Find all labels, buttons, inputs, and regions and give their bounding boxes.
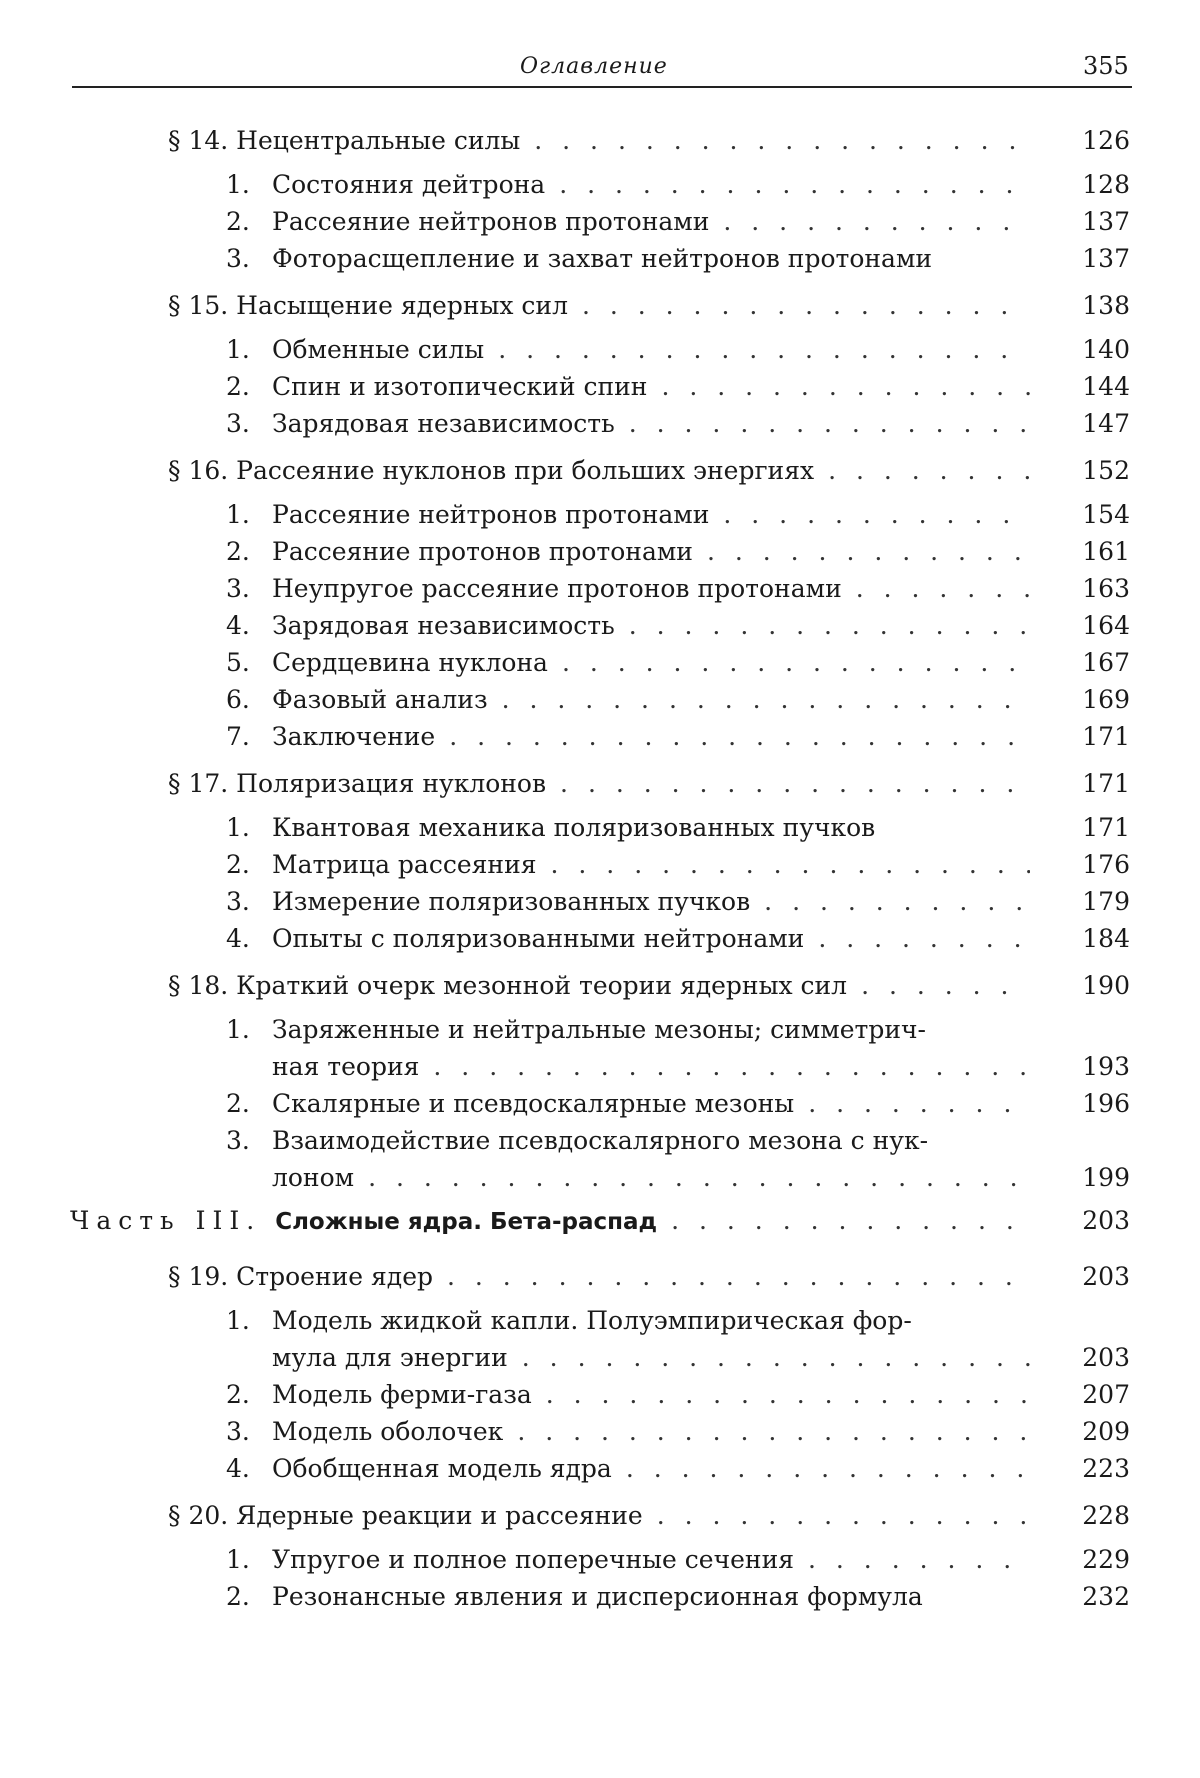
leader-dots [758, 887, 1030, 916]
item-page: 229 [1082, 1545, 1130, 1574]
item-number: 2. [226, 850, 250, 879]
table-of-contents [0, 116, 1200, 1619]
toc-item [0, 1126, 1200, 1200]
leader-dots [717, 500, 1030, 529]
section-title: § 19. Строение ядер [168, 1262, 441, 1291]
item-number: 2. [226, 1089, 250, 1118]
leader-dots [822, 456, 1030, 485]
item-number: 2. [226, 1582, 250, 1611]
item-title: Неупругое рассеяние протонов протонами [272, 574, 842, 603]
item-number: 2. [226, 537, 250, 566]
leader-dots [443, 722, 1030, 751]
section-title: § 17. Поляризация нуклонов [168, 769, 554, 798]
leader-dots [540, 1380, 1030, 1409]
toc-part-3 [0, 1206, 1200, 1252]
section-page: 190 [1082, 971, 1130, 1000]
section-title: § 14. Нецентральные силы [168, 126, 528, 155]
item-title: Состояния дейтрона [272, 170, 546, 199]
toc-item [0, 648, 1200, 685]
item-number: 4. [226, 924, 250, 953]
item-title-line1: Заряженные и нейтральные мезоны; симметрич- [272, 1015, 926, 1044]
toc-section-15 [0, 291, 1200, 335]
item-page: 154 [1082, 500, 1130, 529]
item-page: 179 [1082, 887, 1130, 916]
header-rule [72, 86, 1132, 88]
item-title: Скалярные и псевдоскалярные мезоны [272, 1089, 795, 1118]
toc-item [0, 924, 1200, 961]
item-number: 2. [226, 372, 250, 401]
item-number: 1. [226, 1545, 250, 1574]
section-page: 152 [1082, 456, 1130, 485]
item-title: Фазовый анализ [272, 685, 488, 714]
toc-item [0, 1089, 1200, 1126]
item-title: Квантовая механика поляризованных пучков [272, 813, 876, 842]
toc-item [0, 813, 1200, 850]
item-page: 137 [1082, 244, 1130, 273]
item-title: Упругое и полное поперечные сечения [272, 1545, 795, 1574]
leader-dots [812, 924, 1030, 953]
item-page: 161 [1082, 537, 1130, 566]
item-title: Сердцевина нуклона [272, 648, 548, 677]
leader-dots [623, 409, 1030, 438]
toc-item [0, 611, 1200, 648]
toc-item [0, 1582, 1200, 1619]
item-title: Спин и изотопический спин [272, 372, 648, 401]
item-number: 1. [226, 500, 250, 529]
item-page: 164 [1082, 611, 1130, 640]
item-title: Заключение [272, 722, 436, 751]
item-title: Опыты с поляризованными нейтронами [272, 924, 805, 953]
item-number: 3. [226, 409, 250, 438]
toc-item [0, 500, 1200, 537]
section-page: 171 [1082, 769, 1130, 798]
toc-item [0, 207, 1200, 244]
item-title: Зарядовая независимость [272, 409, 615, 438]
section-page: 138 [1082, 291, 1130, 320]
item-title: Матрица рассеяния [272, 850, 537, 879]
item-number: 1. [226, 1015, 250, 1044]
item-title: Зарядовая независимость [272, 611, 615, 640]
item-page: 137 [1082, 207, 1130, 236]
item-page: 223 [1082, 1454, 1130, 1483]
item-title: Обменные силы [272, 335, 485, 364]
part-page: 203 [1082, 1206, 1130, 1235]
item-page: 209 [1082, 1417, 1130, 1446]
section-title: § 15. Насыщение ядерных сил [168, 291, 576, 320]
section-page: 126 [1082, 126, 1130, 155]
toc-section-19 [0, 1262, 1200, 1306]
leader-dots [701, 537, 1030, 566]
toc-item [0, 887, 1200, 924]
item-title: Рассеяние нейтронов протонами [272, 207, 710, 236]
section-title: § 18. Краткий очерк мезонной теории ядерных сил [168, 971, 855, 1000]
item-number: 1. [226, 170, 250, 199]
section-title: § 20. Ядерные реакции и рассеяние [168, 1501, 651, 1530]
item-page: 207 [1082, 1380, 1130, 1409]
item-number: 1. [226, 1306, 250, 1335]
toc-item [0, 537, 1200, 574]
toc-item [0, 574, 1200, 611]
toc-item [0, 1454, 1200, 1491]
toc-item [0, 1306, 1200, 1380]
leader-dots [516, 1343, 1030, 1372]
item-number: 4. [226, 611, 250, 640]
item-title: Обобщенная модель ядра [272, 1454, 612, 1483]
item-page: 167 [1082, 648, 1130, 677]
item-number: 2. [226, 207, 250, 236]
item-page: 128 [1082, 170, 1130, 199]
leader-dots [492, 335, 1030, 364]
part-label: Часть III. [70, 1206, 262, 1235]
leader-dots [553, 170, 1030, 199]
item-title: Резонансные явления и дисперсионная формула [272, 1582, 923, 1611]
item-page: 203 [1082, 1343, 1130, 1372]
toc-item [0, 335, 1200, 372]
toc-item [0, 722, 1200, 759]
item-title: Рассеяние протонов протонами [272, 537, 693, 566]
leader-dots [802, 1545, 1030, 1574]
toc-item [0, 409, 1200, 446]
toc-section-17 [0, 769, 1200, 813]
item-title-line2: ная теория [272, 1052, 427, 1081]
leader-dots [655, 372, 1030, 401]
leader-dots [651, 1501, 1030, 1530]
leader-dots [623, 611, 1030, 640]
leader-dots [855, 971, 1030, 1000]
toc-section-16 [0, 456, 1200, 500]
leader-dots [362, 1163, 1030, 1192]
item-number: 1. [226, 813, 250, 842]
leader-dots [556, 648, 1030, 677]
item-title: Модель ферми-газа [272, 1380, 532, 1409]
leader-dots [576, 291, 1030, 320]
toc-item [0, 1545, 1200, 1582]
leader-dots [511, 1417, 1030, 1446]
part-title: Сложные ядра. Бета-распад [275, 1209, 658, 1235]
leader-dots [554, 769, 1030, 798]
section-page: 228 [1082, 1501, 1130, 1530]
item-number: 3. [226, 1417, 250, 1446]
item-number: 6. [226, 685, 250, 714]
item-page: 169 [1082, 685, 1130, 714]
toc-section-18 [0, 971, 1200, 1015]
leader-dots [427, 1052, 1030, 1081]
item-page: 193 [1082, 1052, 1130, 1081]
leader-dots [528, 126, 1030, 155]
item-title-line1: Модель жидкой капли. Полуэмпирическая фор- [272, 1306, 912, 1335]
leader-dots [665, 1206, 1030, 1235]
item-number: 3. [226, 1126, 250, 1155]
item-page: 140 [1082, 335, 1130, 364]
item-title-line2: лоном [272, 1163, 362, 1192]
item-page: 232 [1082, 1582, 1130, 1611]
leader-dots [802, 1089, 1030, 1118]
item-title: Фоторасщепление и захват нейтронов протонами [272, 244, 933, 273]
item-number: 1. [226, 335, 250, 364]
leader-dots [850, 574, 1030, 603]
toc-item [0, 1015, 1200, 1089]
toc-item [0, 685, 1200, 722]
toc-item [0, 244, 1200, 281]
leader-dots [620, 1454, 1030, 1483]
leader-dots [717, 207, 1030, 236]
toc-item [0, 170, 1200, 207]
toc-item [0, 1417, 1200, 1454]
leader-dots [441, 1262, 1030, 1291]
leader-dots [545, 850, 1030, 879]
item-page: 147 [1082, 409, 1130, 438]
item-page: 184 [1082, 924, 1130, 953]
item-number: 4. [226, 1454, 250, 1483]
item-number: 3. [226, 887, 250, 916]
item-number: 5. [226, 648, 250, 677]
item-page: 196 [1082, 1089, 1130, 1118]
toc-item [0, 850, 1200, 887]
item-page: 199 [1082, 1163, 1130, 1192]
item-page: 163 [1082, 574, 1130, 603]
item-title: Измерение поляризованных пучков [272, 887, 751, 916]
item-number: 7. [226, 722, 250, 751]
leader-dots [496, 685, 1030, 714]
item-title: Модель оболочек [272, 1417, 504, 1446]
item-number: 3. [226, 244, 250, 273]
item-page: 171 [1082, 722, 1130, 751]
item-number: 2. [226, 1380, 250, 1409]
section-title: § 16. Рассеяние нуклонов при больших энергиях [168, 456, 822, 485]
toc-section-20 [0, 1501, 1200, 1545]
toc-item [0, 1380, 1200, 1417]
item-title-line1: Взаимодействие псевдоскалярного мезона с нук- [272, 1126, 929, 1155]
page-number: 355 [1083, 52, 1129, 80]
item-title: Рассеяние нейтронов протонами [272, 500, 710, 529]
section-page: 203 [1082, 1262, 1130, 1291]
running-title: Оглавление [520, 54, 668, 79]
item-page: 171 [1082, 813, 1130, 842]
toc-item [0, 372, 1200, 409]
item-page: 144 [1082, 372, 1130, 401]
item-number: 3. [226, 574, 250, 603]
toc-section-14 [0, 126, 1200, 170]
item-title-line2: мула для энергии [272, 1343, 516, 1372]
item-page: 176 [1082, 850, 1130, 879]
